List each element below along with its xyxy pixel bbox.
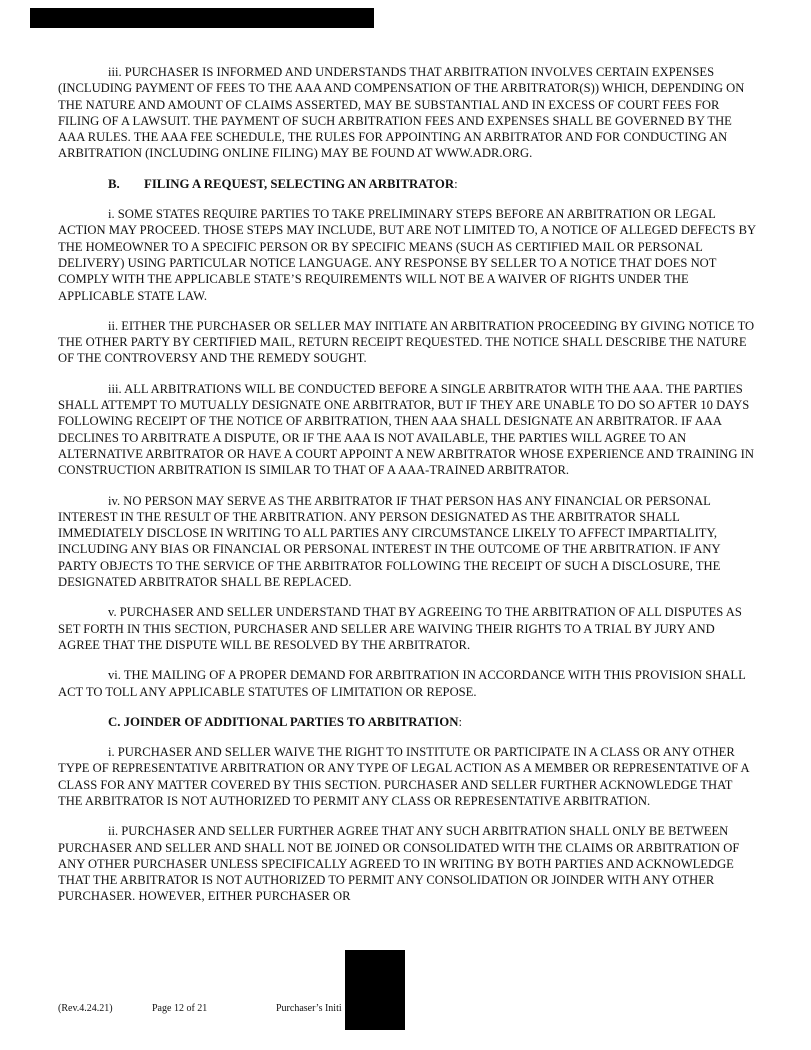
paragraph-c-i: i. PURCHASER AND SELLER WAIVE THE RIGHT TO INSTITUTE OR PARTICIPATE IN A CLASS OR ANY OTHER TYPE OF REPRESENTATIVE ARBITRATION OR ANY TYPE OF LEGAL ACTION AS A MEMBER OR REPRESENTATIVE OF A CLASS FOR ANY MATTER COVERED BY THIS SECTION. PURCHASER AND SELLER FURTHER ACKNOWLEDGE THAT THE ARBITRATOR IS NOT AUTHORIZED TO PERMIT ANY CLASS OR REPRESENTATIVE ARBITRATION. xyxy=(58,745,749,808)
footer-revision: (Rev.4.24.21) xyxy=(58,1003,113,1014)
section-b-heading xyxy=(58,176,756,192)
document-body xyxy=(58,64,756,919)
section-c-colon: : xyxy=(458,714,463,729)
footer-initials: Purchaser’s Initi xyxy=(276,1003,342,1014)
paragraph-b-ii: ii. EITHER THE PURCHASER OR SELLER MAY INITIATE AN ARBITRATION PROCEEDING BY GIVING NOTICE TO THE OTHER PARTY BY CERTIFIED MAIL, RETURN RECEIPT REQUESTED. THE NOTICE SHALL DESCRIBE THE NATURE OF THE CONTROVERSY AND THE REMEDY SOUGHT. xyxy=(58,318,755,366)
section-c-heading xyxy=(58,714,756,730)
section-b-title: FILING A REQUEST, SELECTING AN ARBITRATOR xyxy=(144,176,455,191)
paragraph-a-iii: iii. PURCHASER IS INFORMED AND UNDERSTANDS THAT ARBITRATION INVOLVES CERTAIN EXPENSES (INCLUDING PAYMENT OF FEES TO THE AAA AND COMPENSATION OF THE ARBITRATOR(S)) WHICH, DEPENDING ON THE NATURE AND AMOUNT OF CLAIMS ASSERTED, MAY BE SUBSTANTIAL AND IN EXCESS OF COURT FEES FOR FILING OF A LAWSUIT. THE PAYMENT OF SUCH ARBITRATION FEES AND EXPENSES SHALL BE GOVERNED BY THE AAA RULES. THE AAA FEE SCHEDULE, THE RULES FOR APPOINTING AN ARBITRATOR AND FOR CONDUCTING AN ARBITRATION (INCLUDING ONLINE FILING) MAY BE FOUND AT WWW.ADR.ORG. xyxy=(58,65,745,161)
paragraph-b-iv: iv. NO PERSON MAY SERVE AS THE ARBITRATOR IF THAT PERSON HAS ANY FINANCIAL OR PERSONAL INTEREST IN THE RESULT OF THE ARBITRATION. ANY PERSON DESIGNATED AS THE ARBITRATOR SHALL IMMEDIATELY DISCLOSE IN WRITING TO ALL PARTIES ANY CIRCUMSTANCE LIKELY TO AFFECT IMPARTIALITY, INCLUDING ANY BIAS OR FINANCIAL OR PERSONAL INTEREST IN THE OUTCOME OF THE ARBITRATION. IF ANY PARTY OBJECTS TO THE SERVICE OF THE ARBITRATOR FOLLOWING THE RECEIPT OF SUCH A DISCLOSURE, THE DESIGNATED ARBITRATOR SHALL BE REPLACED. xyxy=(58,493,721,590)
section-b-colon: : xyxy=(454,176,458,191)
paragraph-b-v: v. PURCHASER AND SELLER UNDERSTAND THAT BY AGREEING TO THE ARBITRATION OF ALL DISPUTES AS SET FORTH IN THIS SECTION, PURCHASER AND SELLER ARE WAIVING THEIR RIGHTS TO A TRIAL BY JURY AND AGREE THAT THE DISPUTE WILL BE RESOLVED BY THE ARBITRATOR. xyxy=(58,605,742,652)
paragraph-b-iii: iii. ALL ARBITRATIONS WILL BE CONDUCTED BEFORE A SINGLE ARBITRATOR WITH THE AAA. THE PARTIES SHALL ATTEMPT TO MUTUALLY DESIGNATE ONE ARBITRATOR, BUT IF THEY ARE UNABLE TO DO SO AFTER 10 DAYS FOLLOWING RECEIPT OF THE NOTICE OF ARBITRATION, THEN AAA SHALL DESIGNATE AN ARBITRATOR. IF AAA DECLINES TO ARBITRATE A DISPUTE, OR IF THE AAA IS NOT AVAILABLE, THE PARTIES WILL AGREE TO AN ALTERNATIVE ARBITRATOR OR HAVE A COURT APPOINT A NEW ARBITRATOR WHOSE EXPERIENCE AND TRAINING IN CONSTRUCTION ARBITRATION IS SIMILAR TO THAT OF A AAA-TRAINED ARBITRATOR. xyxy=(58,381,754,478)
footer-page-number: Page 12 of 21 xyxy=(152,1003,208,1014)
paragraph-c-ii: ii. PURCHASER AND SELLER FURTHER AGREE THAT ANY SUCH ARBITRATION SHALL ONLY BE BETWEEN PURCHASER AND SELLER AND SHALL NOT BE JOINED OR CONSOLIDATED WITH THE CLAIMS OR ARBITRATION OF ANY OTHER PURCHASER UNLESS SPECIFICALLY AGREED TO IN WRITING BY BOTH PARTIES AND ACKNOWLEDGE THAT THE ARBITRATOR IS NOT AUTHORIZED TO PERMIT ANY CONSOLIDATION OR JOINDER WITH ANY OTHER PURCHASER. HOWEVER, EITHER PURCHASER OR xyxy=(58,824,740,904)
section-b-letter: B. xyxy=(108,176,120,191)
paragraph-b-i: i. SOME STATES REQUIRE PARTIES TO TAKE PRELIMINARY STEPS BEFORE AN ARBITRATION OR LEGAL ACTION MAY PROCEED. THOSE STEPS MAY INCLUDE, BUT ARE NOT LIMITED TO, A NOTICE OF ALLEGED DEFECTS BY THE HOMEOWNER TO A SPECIFIC PERSON OR BY SPECIFIC MEANS (SUCH AS CERTIFIED MAIL OR PERSONAL DELIVERY) USING PARTICULAR NOTICE LANGUAGE. ANY RESPONSE BY SELLER TO A NOTICE THAT DOES NOT COMPLY WITH THE APPLICABLE STATE’S REQUIREMENTS WILL NOT BE A WAIVER OF RIGHTS UNDER THE APPLICABLE STATE LAW. xyxy=(58,207,756,303)
redaction-bar-top xyxy=(30,8,374,28)
paragraph-b-vi: vi. THE MAILING OF A PROPER DEMAND FOR ARBITRATION IN ACCORDANCE WITH THIS PROVISION SHALL ACT TO TOLL ANY APPLICABLE STATUTES OF LIMITATION OR REPOSE. xyxy=(58,668,746,699)
redaction-bar-bottom xyxy=(345,950,405,1030)
section-c-title: C. JOINDER OF ADDITIONAL PARTIES TO ARBITRATION xyxy=(108,714,459,729)
